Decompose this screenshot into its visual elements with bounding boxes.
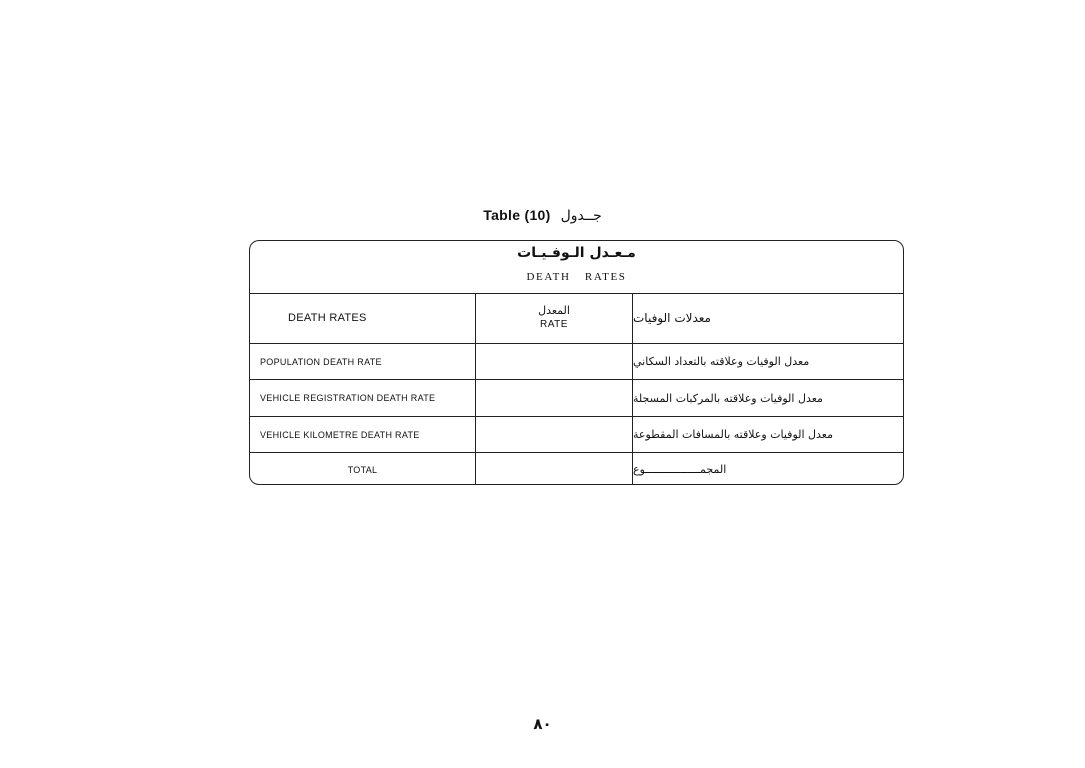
header-row [250, 293, 903, 344]
row-label-en: VEHICLE KILOMETRE DEATH RATE [250, 417, 476, 452]
row-rate-value [476, 417, 633, 452]
row-label-ar: معدل الوفيات وعلاقته بالمسافات المقطوعة [633, 428, 833, 441]
row-rate-value [476, 380, 633, 416]
table-title-ar: مـعـدل الـوفـيـات [517, 245, 636, 261]
row-label-en: POPULATION DEATH RATE [250, 344, 476, 379]
total-label-ar: المجمـــــــــــــــــوع [633, 463, 727, 476]
caption-en: Table (10) [483, 207, 551, 223]
row-label-ar: معدل الوفيات وعلاقته بالمركبات المسجلة [633, 391, 823, 405]
total-label-en: TOTAL [250, 453, 476, 485]
header-rate-ar: المعدل [538, 304, 570, 317]
page-number: ٨٠ [533, 715, 552, 733]
table-title-en: DEATH RATES [526, 271, 627, 283]
row-rate-value [476, 344, 633, 379]
caption-ar: جــدول [560, 208, 602, 224]
table-caption [0, 207, 1085, 224]
row-label-en: VEHICLE REGISTRATION DEATH RATE [250, 380, 476, 416]
header-rate [476, 293, 633, 343]
table-row [250, 380, 903, 417]
death-rates-table [249, 240, 904, 485]
total-rate-value [476, 453, 633, 485]
total-row [250, 453, 903, 485]
header-rate-en: RATE [540, 319, 568, 330]
row-label-ar: معدل الوفيات وعلاقته بالتعداد السكاني [633, 355, 810, 368]
table-title [250, 241, 903, 294]
header-ar: معدلات الوفيات [633, 311, 711, 325]
table-row [250, 344, 903, 380]
header-en: DEATH RATES [250, 293, 476, 343]
table-row [250, 417, 903, 453]
